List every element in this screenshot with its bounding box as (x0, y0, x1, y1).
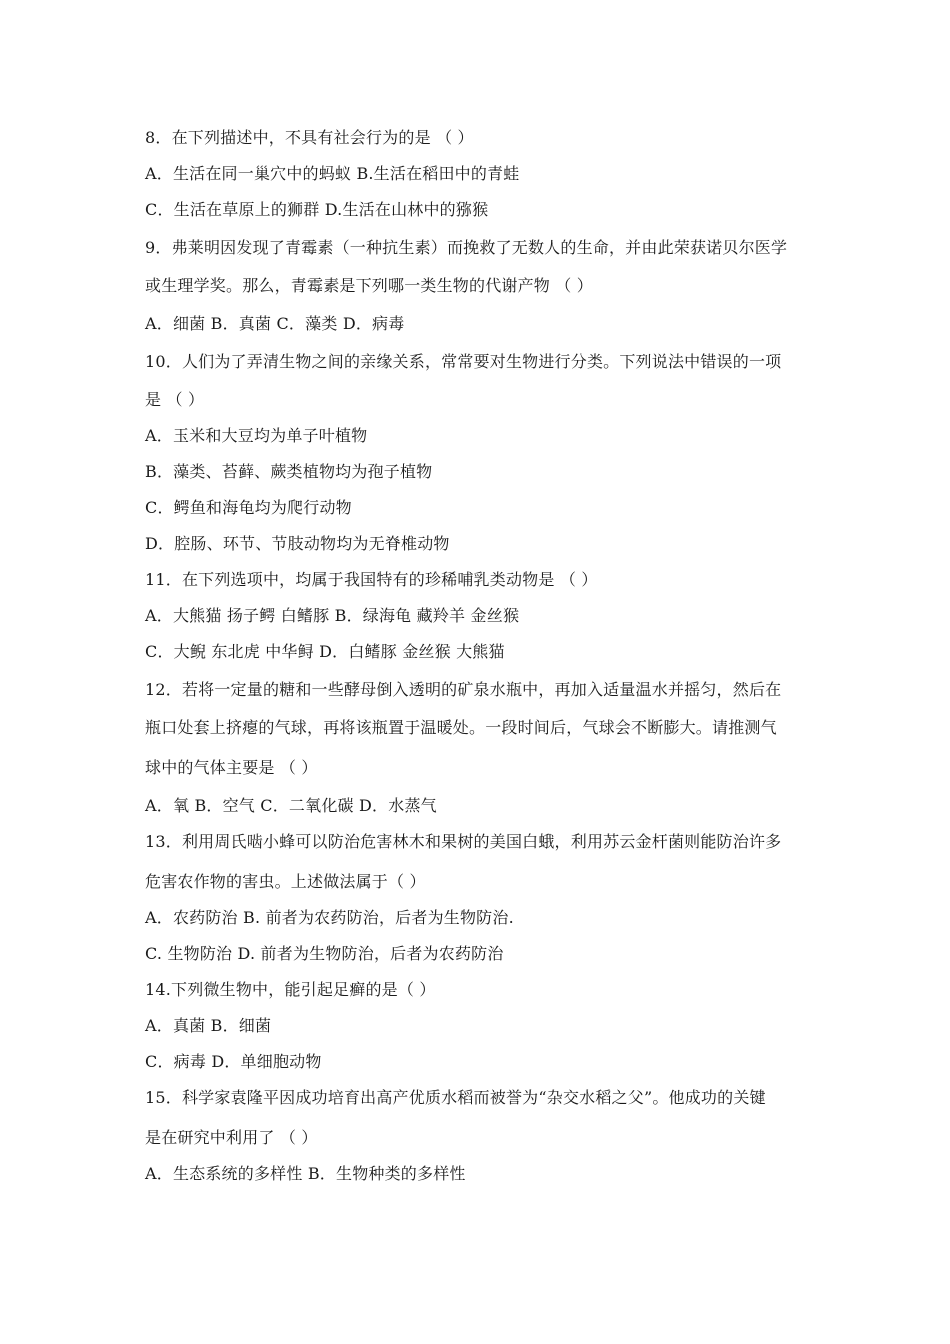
question-11-options-cd: C．大鲵 东北虎 中华鲟 D．白鳍豚 金丝猴 大熊猫 (145, 642, 505, 661)
question-15-stem-line-1: 15．科学家袁隆平因成功培育出高产优质水稻而被誉为“杂交水稻之父”。他成功的关键 (145, 1088, 766, 1107)
question-9-stem-line-2: 或生理学奖。那么，青霉素是下列哪一类生物的代谢产物 （ ） (145, 276, 593, 295)
question-9-stem-line-1: 9．弗莱明因发现了青霉素（一种抗生素）而挽救了无数人的生命，并由此荣获诺贝尔医学 (145, 238, 788, 257)
question-12-stem-line-1: 12．若将一定量的糖和一些酵母倒入透明的矿泉水瓶中，再加入适量温水并摇匀，然后在 (145, 680, 782, 699)
question-10-option-c: C．鳄鱼和海龟均为爬行动物 (145, 498, 352, 517)
question-15-stem-line-2: 是在研究中利用了 （ ） (145, 1128, 318, 1147)
question-10-stem-line-2: 是 （ ） (145, 390, 205, 409)
question-10-option-b: B．藻类、苔藓、蕨类植物均为孢子植物 (145, 462, 433, 481)
question-8-options-ab: A．生活在同一巢穴中的蚂蚁 B.生活在稻田中的青蛙 (145, 164, 520, 183)
question-8-stem: 8．在下列描述中，不具有社会行为的是 （ ） (145, 128, 474, 147)
question-8-options-cd: C．生活在草原上的狮群 D.生活在山林中的猕猴 (145, 200, 489, 219)
question-12-options: A．氧 B．空气 C．二氧化碳 D．水蒸气 (145, 796, 437, 815)
question-12-stem-line-2: 瓶口处套上挤瘪的气球，再将该瓶置于温暖处。一段时间后，气球会不断膨大。请推测气 (145, 718, 777, 737)
question-9-options: A．细菌 B．真菌 C．藻类 D．病毒 (145, 314, 405, 333)
question-12-stem-line-3: 球中的气体主要是 （ ） (145, 758, 318, 777)
question-10-option-a: A．玉米和大豆均为单子叶植物 (145, 426, 368, 445)
question-14-options-cd: C．病毒 D．单细胞动物 (145, 1052, 322, 1071)
question-15-options-ab: A．生态系统的多样性 B．生物种类的多样性 (145, 1164, 466, 1183)
question-11-options-ab: A．大熊猫 扬子鳄 白鳍豚 B．绿海龟 藏羚羊 金丝猴 (145, 606, 520, 625)
question-10-option-d: D．腔肠、环节、节肢动物均为无脊椎动物 (145, 534, 450, 553)
question-13-stem-line-2: 危害农作物的害虫。上述做法属于（ ） (145, 872, 426, 891)
question-11-stem: 11．在下列选项中，均属于我国特有的珍稀哺乳类动物是 （ ） (145, 570, 598, 589)
question-14-stem: 14.下列微生物中，能引起足癣的是（ ） (145, 980, 436, 999)
question-13-options-cd: C. 生物防治 D. 前者为生物防治，后者为农药防治 (145, 944, 504, 963)
question-13-stem-line-1: 13．利用周氏啮小蜂可以防治危害林木和果树的美国白蛾，利用苏云金杆菌则能防治许多 (145, 832, 782, 851)
question-13-options-ab: A．农药防治 B. 前者为农药防治，后者为生物防治. (145, 908, 514, 927)
question-10-stem-line-1: 10．人们为了弄清生物之间的亲缘关系，常常要对生物进行分类。下列说法中错误的一项 (145, 352, 782, 371)
question-14-options-ab: A．真菌 B．细菌 (145, 1016, 272, 1035)
